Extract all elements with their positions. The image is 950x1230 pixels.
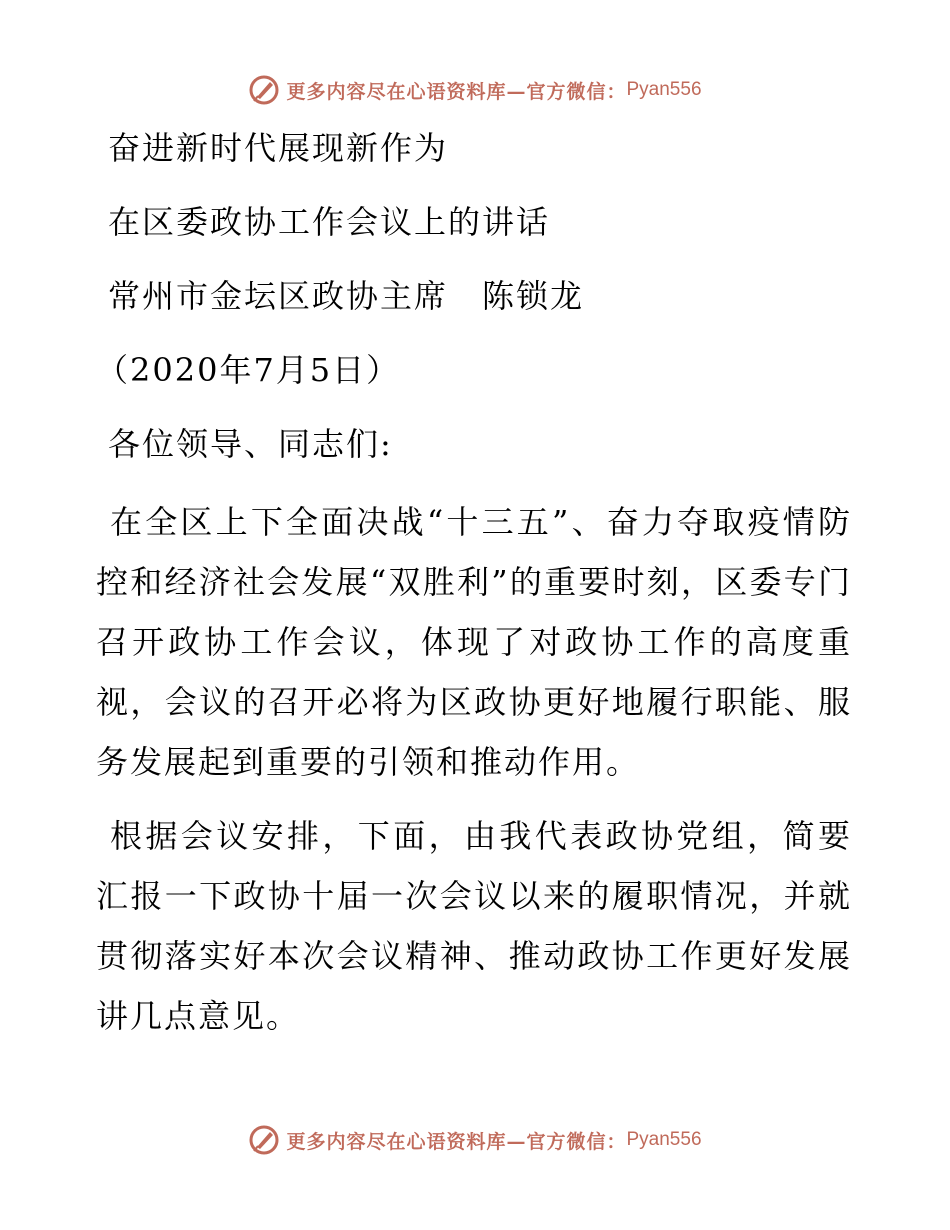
document-body [96,122,856,1060]
watermark-wechat-id: Pyan556 [626,1129,702,1150]
document-salutation: 各位领导、同志们: [108,425,393,463]
document-author: 常州市金坛区政协主席 陈锁龙 [108,277,585,315]
paragraph-1: 在全区上下全面决战“十三五”、奋力夺取疫情防控和经济社会发展“双胜利”的重要时刻，区委专门召开政协工作会议，体现了对政协工作的高度重视，会议的召开必将为区政协更好地履行职能、服务发展起到重要的引领和推动作用。 [96,503,852,781]
document-subtitle: 在区委政协工作会议上的讲话 [108,203,551,241]
watermark-banner-bottom [0,1120,950,1160]
watermark-text: 更多内容尽在心语资料库—官方微信： [286,80,627,103]
watermark-banner-top [0,70,950,110]
paragraph-2: 根据会议安排，下面，由我代表政协党组，简要汇报一下政协十届一次会议以来的履职情况，并就贯彻落实好本次会议精神、推动政协工作更好发展讲几点意见。 [96,817,852,1035]
watermark-text: 更多内容尽在心语资料库—官方微信： [286,1130,627,1153]
quill-pen-logo-icon [248,1124,280,1156]
quill-pen-logo-icon [248,74,280,106]
watermark-wechat-id: Pyan556 [626,79,702,100]
document-title: 奋进新时代展现新作为 [108,129,449,167]
document-date: （2020年7月5日） [96,351,401,389]
